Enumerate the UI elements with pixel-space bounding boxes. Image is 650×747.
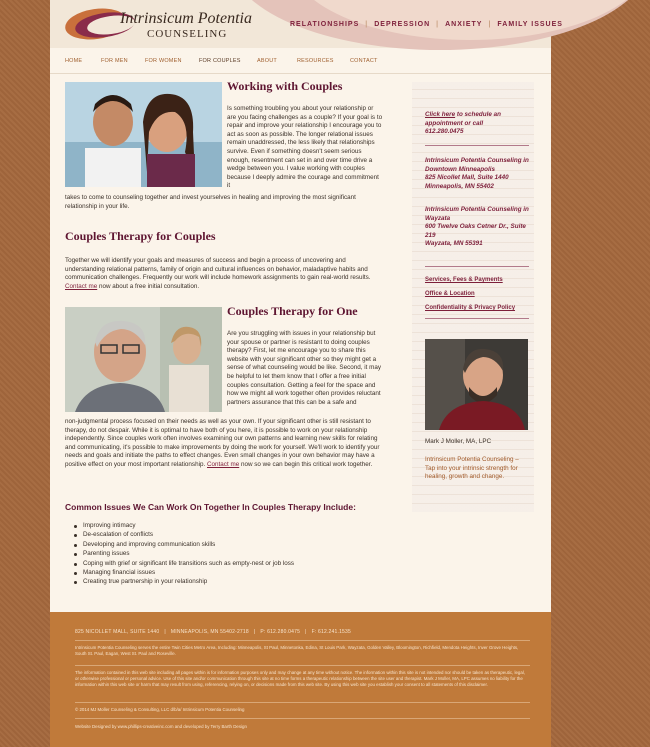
header <box>50 0 563 48</box>
list-item: Coping with grief or significant life transitions such as empty-nest or job loss <box>77 560 377 569</box>
sidebar <box>412 82 534 512</box>
footer-service-area: Intrinsicum Potentia Counseling serves the entire Twin Cities Metro Area, Including: Minneapolis, St Paul, Minnetonka, Edina, St Louis Park, Wayzata, Golden Valley, Bloomington, Richfield, Mendota Heights, Inver Grove Heights, South St. Paul, Eagan, West St. Paul and Roseville. <box>75 645 519 657</box>
footer-street: 825 NICOLLET MALL, SUITE 1440 <box>75 629 160 635</box>
heading-common-issues: Common Issues We Can Work On Together In Couples Therapy Include: <box>65 502 356 512</box>
divider <box>75 665 530 666</box>
list-item: Parenting issues <box>77 550 377 559</box>
nav-contact[interactable]: CONTACT <box>350 58 378 64</box>
footer <box>50 612 551 747</box>
contact-me-link[interactable]: Contact me <box>65 282 98 290</box>
divider <box>425 145 529 146</box>
paragraph-therapy-couples-tail: now about a free initial consultation. <box>97 282 200 290</box>
office-wayzata-city: Wayzata, MN 55391 <box>425 240 483 248</box>
list-item: Developing and improving communication skills <box>77 541 377 550</box>
paragraph-therapy-one: Are you struggling with issues in your relationship but your spouse or partner is resistant to doing couples therapy? First, let me encourage you to share this website with your significant other so they might get a sense of what counseling would be like. Second, it may be helpful to let them know that I offer a free initial couples consultation. Getting a feel for the space and how we might all work together often provides reluctant partners assurance that this can be a safe and <box>227 330 382 406</box>
office-wayzata-address: 600 Twelve Oaks Cetner Dr., Suite 219 <box>425 223 526 239</box>
footer-copyright: © 2014 MJ Moller Counseling & Consulting, LLC d/b/a/ Intrinsicum Potentia Counseling <box>75 707 245 712</box>
divider <box>75 640 530 641</box>
paragraph-therapy-one-text: non-judgmental process focused on their needs as well as your own. If your significant other is still resistant to therapy, do not despair. While it is optimal to have both of you here, it is possible to work on your relationship independently. Since couples work often involves examining our own patterns and learning new skills for relating and communicating, it's possible to make improvements by doing the work for yourself. We'll work to identify your needs and goals and initiate the paths to effect changes. Even small changes in your own behavior may have a positive effect on your most important relationship. <box>65 418 380 468</box>
paragraph-therapy-couples <box>65 257 383 291</box>
link-office-location[interactable]: Office & Location <box>425 291 475 297</box>
main-nav <box>50 48 551 74</box>
top-nav: RELATIONSHIPS | DEPRESSION | ANXIETY | FAMILY ISSUES <box>290 21 563 28</box>
list-item: Creating true partnership in your relationship <box>77 578 377 587</box>
man-photo <box>65 307 222 412</box>
nav-for-men[interactable]: FOR MEN <box>101 58 128 64</box>
top-nav-anxiety[interactable]: ANXIETY <box>445 21 483 28</box>
office-downtown-city: Minneapolis, MN 55402 <box>425 182 494 190</box>
office-wayzata-title: Intrinsicum Potentia Counseling in Wayzata <box>425 206 529 222</box>
top-nav-depression[interactable]: DEPRESSION <box>374 21 431 28</box>
schedule-block <box>425 111 529 137</box>
nav-for-couples[interactable]: FOR COUPLES <box>199 58 241 64</box>
logo-name: Intrinsicum Potentia <box>120 10 252 27</box>
list-item: Improving intimacy <box>77 522 377 531</box>
sidebar-phone[interactable]: 612.280.0475 <box>425 128 464 136</box>
schedule-link[interactable]: Click here <box>425 111 456 118</box>
divider <box>75 718 530 719</box>
footer-phone[interactable]: P: 612.280.0475 <box>260 629 301 635</box>
list-item: De-escalation of conflicts <box>77 531 377 540</box>
top-nav-family-issues[interactable]: FAMILY ISSUES <box>497 21 563 28</box>
footer-fax: F: 612.241.1535 <box>311 629 351 635</box>
footer-address: 825 NICOLLET MALL, SUITE 1440 | MINNEAPOLIS, MN 55402-2718 | P: 612.280.0475 | F: 612.241.1535 <box>75 629 351 635</box>
couple-photo <box>65 82 222 187</box>
divider <box>75 702 530 703</box>
paragraph-therapy-one-continued <box>65 418 383 470</box>
office-downtown-address: 825 Nicollet Mall, Suite 1440 <box>425 174 509 182</box>
nav-about[interactable]: ABOUT <box>257 58 277 64</box>
link-privacy-policy[interactable]: Confidentiality & Privacy Policy <box>425 305 516 311</box>
schedule-text: to schedule an appointment or call <box>425 111 501 127</box>
divider <box>425 266 529 267</box>
page <box>50 0 563 747</box>
link-services-fees[interactable]: Services, Fees & Payments <box>425 277 503 283</box>
divider <box>425 318 529 319</box>
top-nav-relationships[interactable]: RELATIONSHIPS <box>290 21 360 28</box>
nav-home[interactable]: HOME <box>65 58 83 64</box>
office-downtown-title: Intrinsicum Potentia Counseling in Downtown Minneapolis <box>425 157 529 173</box>
office-wayzata <box>425 206 529 249</box>
footer-disclaimer: The information contained in this web site including all pages within is for information purposes only and may change at any time without notice. The information within this site is not intended nor should be taken as therapeutic, legal, or otherwise professional or personal advice. Use of this site and/or communication through this site at no time forms a therapeutic relationship between the site user and therapist. Mark J Moller, MA, LPC assumes no liability for the information within this web site or harm that may result from using, referencing, relying on, or decisions made from this web site. By using this web site you establish your consent to all statements of this disclaimer. <box>75 670 525 688</box>
contact-me-link-2[interactable]: Contact me <box>207 460 240 468</box>
tagline: Intrinsicum Potentia Counseling – Tap into your intrinsic strength for healing, growth and change. <box>425 456 519 481</box>
logo-subtitle: COUNSELING <box>147 28 228 40</box>
paragraph-intro-continued: takes to come to counseling together and invest yourselves in healing and improving the most significant relationship in your life. <box>65 194 356 210</box>
logo[interactable] <box>65 6 252 42</box>
issues-list <box>77 522 377 588</box>
paragraph-therapy-couples-text: Together we will identify your goals and measures of success and begin a process of uncovering and understanding relational patterns, family of origin and cultural influences on behavior, maladaptive habits and communication challenges. Frequently our work will include homework assignments to gain real-world results. <box>65 257 371 282</box>
paragraph-therapy-one-tail: now so we can begin this critical work together. <box>239 460 373 468</box>
heading-couples-therapy-for-one: Couples Therapy for One <box>227 304 358 318</box>
nav-resources[interactable]: RESOURCES <box>297 58 334 64</box>
footer-credits[interactable]: Website Designed by www.phillips-creativeinc.com and developed by Terry Barth Design <box>75 724 247 729</box>
heading-working-with-couples: Working with Couples <box>227 79 343 93</box>
footer-city: MINNEAPOLIS, MN 55402-2718 <box>170 629 249 635</box>
paragraph-intro: Is something troubling you about your relationship or are you facing challenges as a couple? If your goal is to repair and improve your relationship I encourage you to act as soon as possible. The longer relational issues remain unaddressed, the less likely that relationships survive. Even if something doesn't seem serious enough, resentment can set in and over time drive a wedge between you. I value working with couples because I deeply admire the courage and commitment it <box>227 105 383 190</box>
list-item: Managing financial issues <box>77 569 377 578</box>
nav-for-women[interactable]: FOR WOMEN <box>145 58 182 64</box>
office-downtown <box>425 157 529 191</box>
therapist-name: Mark J Moller, MA, LPC <box>425 438 492 445</box>
heading-couples-therapy-for-couples: Couples Therapy for Couples <box>65 229 216 243</box>
therapist-photo <box>425 339 528 430</box>
